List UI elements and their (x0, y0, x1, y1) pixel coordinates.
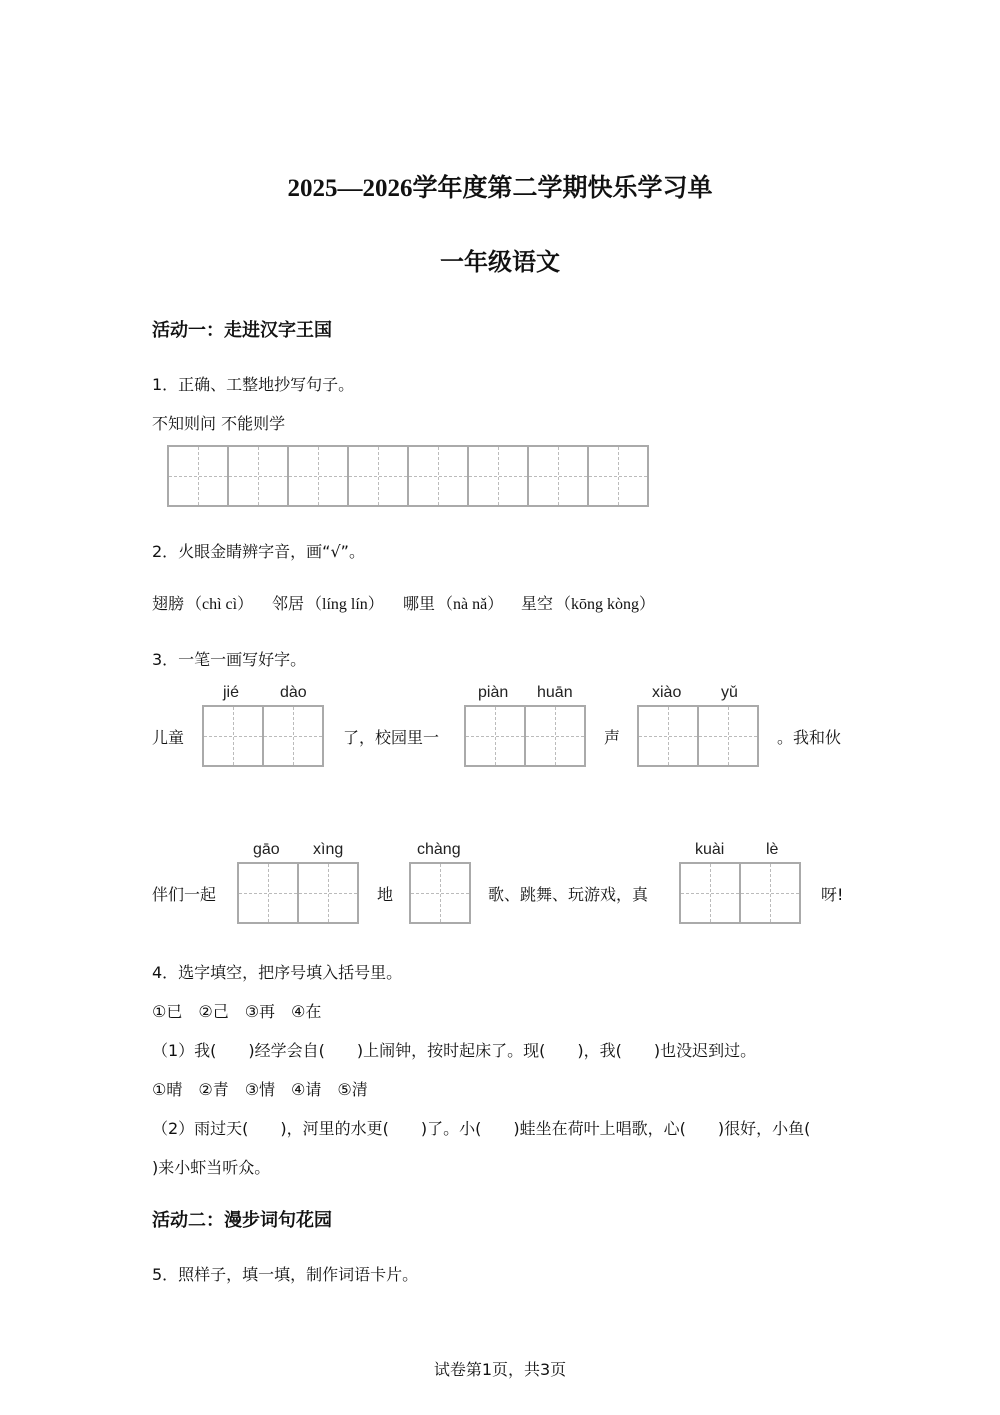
q2-word-4: 星空 (521, 594, 554, 613)
page-subtitle: 一年级语文 (440, 248, 560, 276)
question-5-label: 5．照样子，填一填，制作词语卡片。 (152, 1265, 419, 1284)
writing-cell[interactable] (202, 705, 264, 767)
writing-grid-chang[interactable] (409, 862, 469, 924)
q3-text: 声 (604, 728, 621, 747)
q2-word-3: 哪里 (403, 594, 436, 613)
question-1-sentence: 不知则问 不能则学 (152, 414, 286, 433)
pinyin-kuai: kuài (695, 841, 725, 858)
writing-cell[interactable] (297, 862, 359, 924)
writing-cell[interactable] (262, 705, 324, 767)
writing-grid-pianhuan[interactable] (464, 705, 584, 767)
q4-options-1: ①已 ②己 ③再 ④在 (152, 1002, 322, 1021)
writing-cell[interactable] (407, 445, 469, 507)
pinyin-chang: chàng (417, 841, 461, 858)
q3-text: 儿童 (152, 728, 185, 747)
writing-cell[interactable] (167, 445, 229, 507)
writing-cell[interactable] (739, 862, 801, 924)
pinyin-pian: piàn (478, 684, 509, 701)
q3-text: 了，校园里一 (343, 728, 440, 747)
writing-cell[interactable] (697, 705, 759, 767)
pinyin-jie: jié (223, 684, 240, 701)
q3-text: 伴们一起 (152, 885, 217, 904)
writing-cell[interactable] (237, 862, 299, 924)
writing-cell[interactable] (464, 705, 526, 767)
q3-text: 歌、跳舞、玩游戏，真 (488, 885, 649, 904)
q4-sentence-2[interactable]: （2）雨过天( )，河里的水更( )了。小( )蛙坐在荷叶上唱歌，心( )很好，小鱼( (152, 1119, 811, 1138)
section-heading-2: 活动二：漫步词句花园 (152, 1210, 332, 1231)
writing-cell[interactable] (347, 445, 409, 507)
writing-cell[interactable] (637, 705, 699, 767)
writing-grid-jiedao[interactable] (202, 705, 322, 767)
writing-grid-q1[interactable] (167, 445, 647, 507)
writing-cell[interactable] (587, 445, 649, 507)
question-2-label: 2．火眼金睛辨字音，画“√”。 (152, 542, 365, 561)
q3-text: 呀! (821, 885, 844, 904)
writing-cell[interactable] (467, 445, 529, 507)
pinyin-xiao: xiào (652, 684, 682, 701)
pinyin-xing: xìng (313, 841, 344, 858)
writing-grid-xiaoyu[interactable] (637, 705, 757, 767)
q4-options-2: ①晴 ②青 ③情 ④请 ⑤清 (152, 1080, 368, 1099)
writing-cell[interactable] (409, 862, 471, 924)
q2-word-2: 邻居 (272, 594, 305, 613)
pinyin-yu: yǔ (721, 684, 738, 701)
pinyin-le: lè (766, 841, 779, 858)
q2-word-1: 翅膀 (152, 594, 185, 613)
q4-sentence-1[interactable]: （1）我( )经学会自( )上闹钟，按时起床了。现( )，我( )也没迟到过。 (152, 1041, 757, 1060)
q4-sentence-2-cont[interactable]: )来小虾当听众。 (152, 1158, 271, 1177)
page-footer: 试卷第1页，共3页 (433, 1360, 567, 1379)
pinyin-gao: gāo (253, 841, 280, 858)
q2-pinyin-1[interactable]: （chì cì） (186, 596, 254, 613)
q2-pinyin-3[interactable]: （nà nǎ） (437, 596, 504, 613)
writing-cell[interactable] (524, 705, 586, 767)
writing-grid-kuaile[interactable] (679, 862, 799, 924)
question-4-label: 4．选字填空，把序号填入括号里。 (152, 963, 403, 982)
q3-text: 地 (377, 885, 394, 904)
writing-cell[interactable] (227, 445, 289, 507)
question-3-label: 3．一笔一画写好字。 (152, 650, 307, 669)
writing-grid-gaoxing[interactable] (237, 862, 357, 924)
page-title: 2025—2026学年度第二学期快乐学习单 (287, 175, 713, 202)
section-heading-1: 活动一：走进汉字王国 (152, 320, 332, 341)
writing-cell[interactable] (527, 445, 589, 507)
question-1-label: 1．正确、工整地抄写句子。 (152, 375, 355, 394)
pinyin-dao: dào (280, 684, 307, 701)
q3-text: 。我和伙 (777, 728, 842, 747)
pinyin-huan: huān (537, 684, 573, 701)
writing-cell[interactable] (679, 862, 741, 924)
q2-pinyin-4[interactable]: （kōng kòng） (555, 596, 656, 613)
writing-cell[interactable] (287, 445, 349, 507)
q2-pinyin-2[interactable]: （líng lín） (306, 596, 384, 613)
